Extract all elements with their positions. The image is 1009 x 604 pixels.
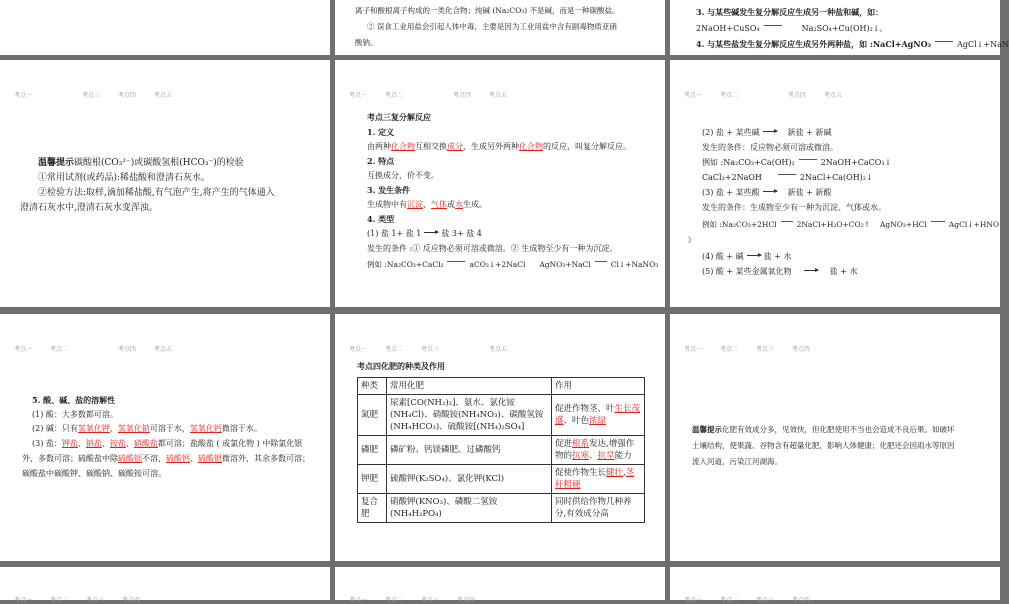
nav-bar <box>349 344 507 353</box>
nav-item[interactable]: 考点五 <box>823 92 842 99</box>
nav-item[interactable]: 考点四 <box>117 92 136 99</box>
equation: 4. 与某些盐发生复分解反应生成另外两种盐，如 :NaCl+AgNO₃ AgCl↓+NaN <box>696 39 1009 49</box>
column-header: 种类 <box>358 378 387 395</box>
solubility-salts: (3) 盐：钾盐、钠盐、铵盐、硝酸盐都可溶；盐酸盐 ( 或氯化物 ) 中除氯化银 <box>32 439 303 448</box>
table-header-row <box>358 378 645 395</box>
equation: 例如 :Na₂CO₃+Ca(OH)₂ 2NaOH+CaCO₃↓ <box>702 158 892 167</box>
text-line: (1) 酸：大多数都可溶。 <box>32 410 118 419</box>
table-cell: 复合肥 <box>358 494 387 523</box>
equation: 2NaOH+CuSO₄ Na₂SO₄+Cu(OH)₂↓。 <box>696 24 888 33</box>
nav-item[interactable]: 考点二 <box>384 597 403 604</box>
table-cell: 尿素[CO(NH₂)₂]、氨水、氯化铵(NH₄Cl)、硝酸铵(NH₄NO₃)、碳酸氢铵(NH₄HCO₃)、硫酸铵[(NH₄)₂SO₄] <box>387 395 552 436</box>
text-line: 离子和酸根离子构成的一类化合物；纯碱 (Na₂CO₃) 不是碱，而是一种碳酸盐。 <box>355 6 620 15</box>
table-row <box>358 494 645 523</box>
table-cell: 促进作物茎、叶生长茂盛、叶色浓绿 <box>552 395 645 436</box>
nav-item[interactable]: 考点四 <box>452 92 471 99</box>
text-line: 澄清石灰水中,澄清石灰水变浑浊。 <box>20 203 158 213</box>
reaction-type: (1) 盐 1+ 盐 1 盐 3+ 盐 4 <box>367 229 482 238</box>
reaction-type: (4) 酸 + 碱 盐 + 水 <box>702 252 792 261</box>
slide-1[interactable] <box>0 60 330 307</box>
conditions: 生成物中有沉淀、气体或水生成。 <box>367 200 487 209</box>
nav-bar <box>14 90 172 99</box>
nav-item[interactable]: 考点二 <box>719 92 738 99</box>
equation: CaCl₂+2NaOH 2NaCl+Ca(OH)₂↓ <box>702 173 873 182</box>
slide-3[interactable] <box>670 60 1000 307</box>
text-line: 流入河道，污染江河湖海。 <box>692 457 782 466</box>
nav-item[interactable]: 考点一 <box>14 597 33 604</box>
nav-bar <box>684 344 810 353</box>
text-line: ②检验方法:取样,滴加稀盐酸,有气泡产生,将产生的气体通入 <box>38 188 275 198</box>
slide-bottom-middle[interactable] <box>335 567 665 604</box>
table-cell: 氮肥 <box>358 395 387 436</box>
text-line: ①常用试剂(或药品):稀盐酸和澄清石灰水。 <box>38 173 211 183</box>
table-cell: 同时供给作物几种养分,有效成分高 <box>552 494 645 523</box>
nav-item[interactable]: 考点四 <box>791 597 810 604</box>
table-cell: 磷矿粉、钙镁磷肥、过磷酸钙 <box>387 436 552 465</box>
column-header: 作用 <box>552 378 645 395</box>
text-line: 3. 与某些碱发生复分解反应生成另一种盐和碱，如： <box>696 7 884 17</box>
table-cell: 硫酸钾(K₂SO₄)、氯化钾(KCl) <box>387 465 552 494</box>
equation: 例如 :Na₂CO₃+2HCl 2NaCl+H₂O+CO₂↑ AgNO₃+HCl AgCl↓+HNO <box>702 220 1000 229</box>
table-cell: 促使作物生长健壮,茎秆粗硬 <box>552 465 645 494</box>
nav-item[interactable]: 考点一 <box>684 346 703 353</box>
nav-item[interactable]: 考点一 <box>14 92 33 99</box>
nav-item[interactable]: 考点三 <box>81 92 100 99</box>
tip-paragraph: 温馨提示化肥有效成分多，见效快，但化肥使用不当也会造成不良后果。如破坏 <box>692 425 955 434</box>
slide-bottom-left[interactable] <box>0 567 330 604</box>
equation: 例如 :Na₂CO₃+CaCl₂ aCO₃↓+2NaCl AgNO₃+NaCl Cl↓+NaNO₃ <box>367 260 659 269</box>
table-row <box>358 395 645 436</box>
subheading: 4. 类型 <box>367 214 395 224</box>
slide-2[interactable] <box>335 60 665 307</box>
table-cell: 磷肥 <box>358 436 387 465</box>
nav-bar <box>14 344 172 353</box>
nav-item[interactable]: 考点五 <box>153 346 172 353</box>
nav-item[interactable]: 考点一 <box>684 92 703 99</box>
solubility-salts-cont: 外，多数可溶；硫酸盐中除硫酸钡不溶，硫酸钙、硫酸银微溶外，其余多数可溶； <box>22 454 310 463</box>
nav-bar <box>684 90 842 99</box>
reaction-type: (5) 酸 + 某些金属氧化物 盐 + 水 <box>702 267 858 276</box>
slide-bottom-right[interactable] <box>670 567 1000 604</box>
nav-item[interactable]: 考点四 <box>121 597 140 604</box>
nav-item[interactable]: 考点一 <box>349 346 368 353</box>
nav-item[interactable]: 考点二 <box>384 346 403 353</box>
table-row <box>358 465 645 494</box>
table-cell: 促进根系发达,增强作物的抗寒、抗旱能力 <box>552 436 645 465</box>
nav-item[interactable]: 考点五 <box>153 92 172 99</box>
slide-4[interactable] <box>0 314 330 561</box>
nav-bar <box>684 595 810 604</box>
text-line: 发生的条件：生成物至少有一种为沉淀、气体或水。 <box>702 203 886 212</box>
nav-bar <box>349 90 507 99</box>
slide-5[interactable] <box>335 314 665 561</box>
nav-item[interactable]: 考点四 <box>456 597 475 604</box>
nav-bar <box>14 595 140 604</box>
nav-item[interactable]: 考点一 <box>14 346 33 353</box>
nav-item[interactable]: 考点四 <box>791 346 810 353</box>
nav-item[interactable]: 考点二 <box>719 597 738 604</box>
section-title: 5. 酸、碱、盐的溶解性 <box>32 395 116 405</box>
nav-item[interactable]: 考点一 <box>349 597 368 604</box>
nav-item[interactable]: 考点三 <box>755 346 774 353</box>
slide-top-left[interactable] <box>0 0 330 55</box>
section-title: 考点四化肥的种类及作用 <box>357 361 445 371</box>
text-line: 发生的条件 :① 反应物必须可溶或微溶。② 生成物至少有一种为沉淀。 <box>367 244 618 253</box>
nav-item[interactable]: 考点四 <box>117 346 136 353</box>
nav-item[interactable]: 考点五 <box>488 92 507 99</box>
nav-bar <box>349 595 475 604</box>
definition: 由两种化合物互相交换成分，生成另外两种化合物的反应，叫复分解反应。 <box>367 142 631 151</box>
nav-item[interactable]: 考点二 <box>49 597 68 604</box>
subheading: 3. 发生条件 <box>367 185 411 195</box>
section-title: 考点三复分解反应 <box>367 112 431 122</box>
table-row <box>358 436 645 465</box>
text-line: 互换成分，价不变。 <box>367 171 439 180</box>
nav-item[interactable]: 考点三 <box>420 597 439 604</box>
nav-item[interactable]: 考点三 <box>420 346 439 353</box>
table-cell: 钾肥 <box>358 465 387 494</box>
nav-item[interactable]: 考点五 <box>488 346 507 353</box>
solubility-bases: (2) 碱：只有氢氧化钾、氢氧化钠可溶于水，氢氧化钙微溶于水。 <box>32 424 262 433</box>
column-header: 常用化肥 <box>387 378 552 395</box>
reaction-type: (2) 盐 + 某些碱 新盐 + 新碱 <box>702 128 832 137</box>
text-line: 发生的条件：反应物必须可溶或微溶。 <box>702 143 838 152</box>
subheading: 2. 特点 <box>367 156 395 166</box>
nav-item[interactable]: 考点一 <box>349 92 368 99</box>
fertilizer-table <box>357 377 645 523</box>
slide-6[interactable] <box>670 314 1000 561</box>
text-line: ② 误食工业用盐会引起人体中毒，主要是因为工业用盐中含有剧毒物质亚硝 <box>367 22 617 31</box>
subheading: 1. 定义 <box>367 127 395 137</box>
nav-item[interactable]: 考点四 <box>787 92 806 99</box>
text-line: 土壤结构，使果蔬、谷物含有超量化肥，影响人体健康；化肥还会因雨水等原因 <box>692 441 955 450</box>
slide-top-right[interactable] <box>670 0 1009 55</box>
nav-item[interactable]: 考点三 <box>755 597 774 604</box>
nav-item[interactable]: 考点二 <box>384 92 403 99</box>
nav-item[interactable]: 考点三 <box>85 597 104 604</box>
reaction-type: (3) 盐 + 某些酸 新盐 + 新酸 <box>702 188 832 197</box>
nav-item[interactable]: 考点二 <box>49 346 68 353</box>
text-line: 碳酸盐中碳酸钾、碳酸钠、碳酸铵可溶。 <box>22 469 166 478</box>
text-line: 》 <box>688 236 695 244</box>
table-cell: 硝酸钾(KNO₃)、磷酸二氢铵(NH₄H₂PO₄) <box>387 494 552 523</box>
tip-heading: 温馨提示碳酸根(CO₃²⁻)或碳酸氢根(HCO₃⁻)的检验 <box>38 158 244 168</box>
slide-top-middle[interactable] <box>335 0 665 55</box>
nav-item[interactable]: 考点一 <box>684 597 703 604</box>
text-line: 酸钠。 <box>355 38 378 47</box>
nav-item[interactable]: 考点二 <box>719 346 738 353</box>
